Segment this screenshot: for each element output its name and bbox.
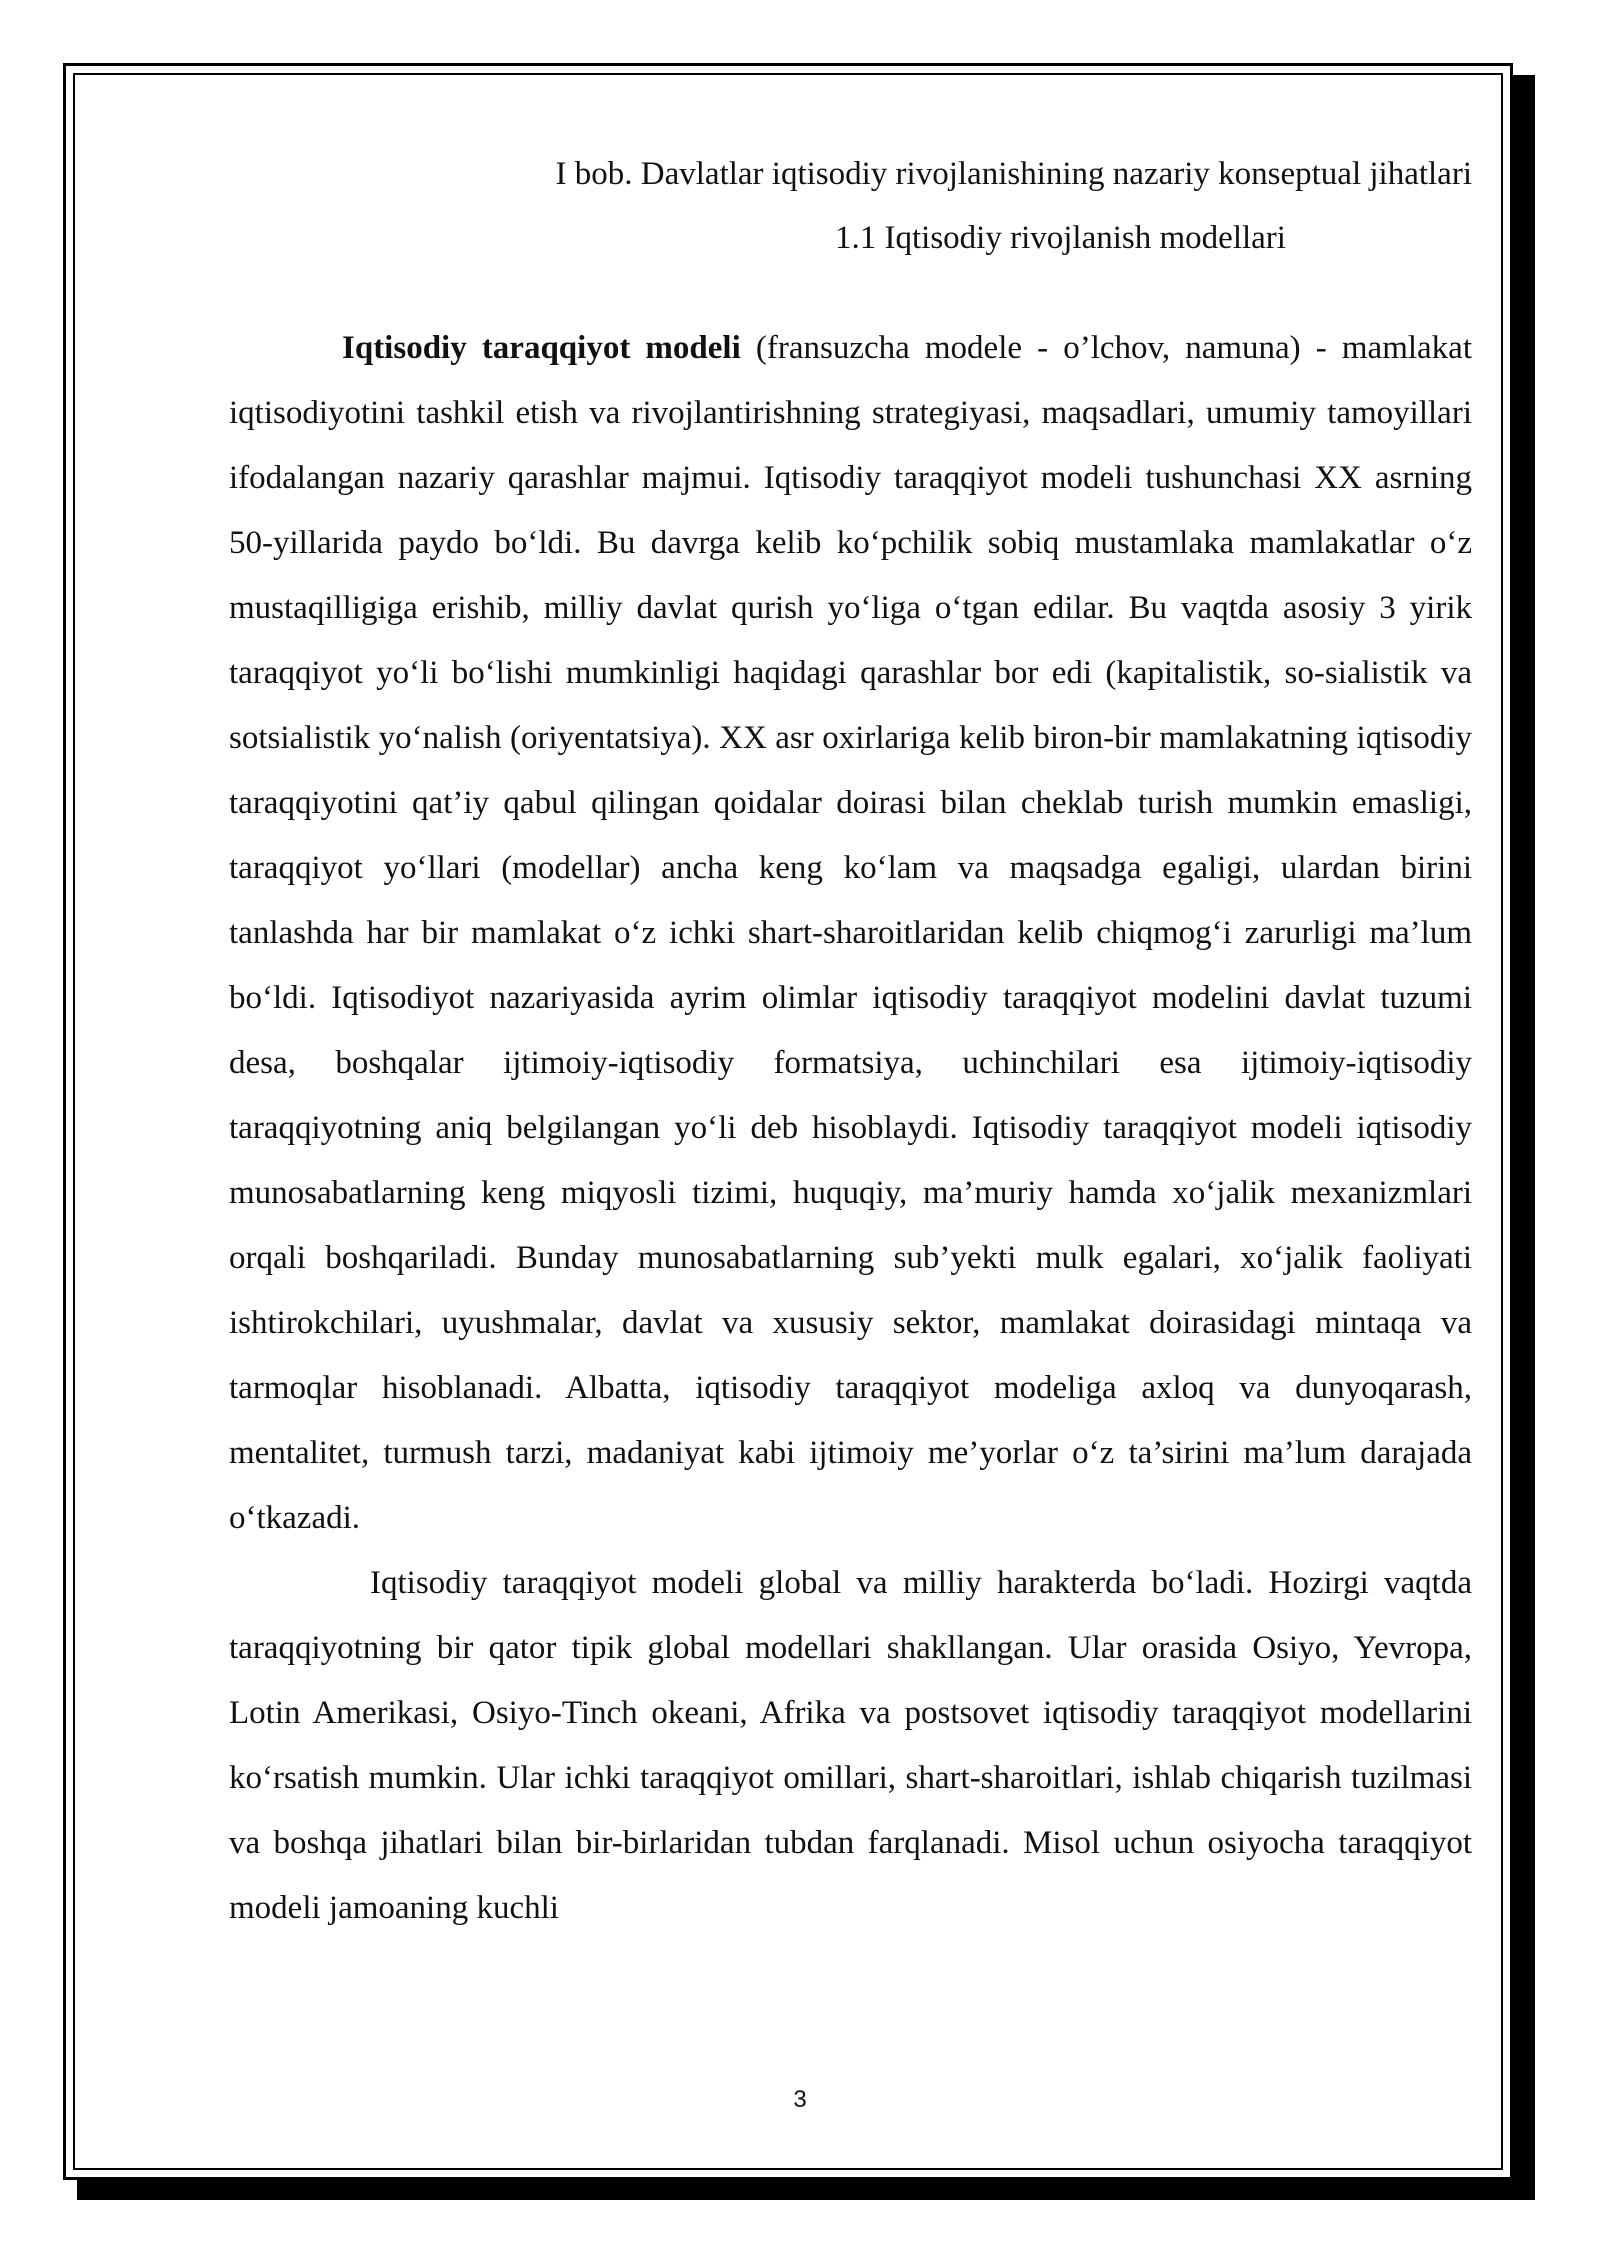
- paragraph-1-text: (fransuzcha modele - o’lchov, namuna) - mamlakat iqtisodiyotini tashkil etish va rivojlantirishning strategiyasi, maqsadlari, umumiy tamoyillari ifodalangan nazariy qarashlar majmui. Iqtisodiy taraqqiyot modeli tushunchasi XX asrning 50-yillarida paydo bo‘ldi. Bu davrga kelib ko‘pchilik sobiq mustamlaka mamlakatlar o‘z mustaqilligiga erishib, milliy davlat qurish yo‘liga o‘tgan edilar. Bu vaqtda asosiy 3 yirik taraqqiyot yo‘li bo‘lishi mumkinligi haqidagi qarashlar bor edi (kapitalistik, so-sialistik va sotsialistik yo‘nalish (oriyentatsiya). XX asr oxirlariga kelib biron-bir mamlakatning iqtisodiy taraqqiyotini qat’iy qabul qilingan qoidalar doirasi bilan cheklab turish mumkin emasligi, taraqqiyot yo‘llari (modellar) ancha keng ko‘lam va maqsadga egaligi, ulardan birini tanlashda har bir mamlakat o‘z ichki shart-sharoitlaridan kelib chiqmog‘i zarurligi ma’lum bo‘ldi. Iqtisodiyot nazariyasida ayrim olimlar iqtisodiy taraqqiyot modelini davlat tuzumi desa, boshqalar ijtimoiy-iqtisodiy formatsiya, uchinchilari esa ijtimoiy-iqtisodiy taraqqiyotning aniq belgilangan yo‘li deb hisoblaydi. Iqtisodiy taraqqiyot modeli iqtisodiy munosabatlarning keng miqyosli tizimi, huquqiy, ma’muriy hamda xo‘jalik mexanizmlari orqali boshqariladi. Bunday munosabatlarning sub’yekti mulk egalari, xo‘jalik faoliyati ishtirokchilari, uyushmalar, davlat va xususiy sektor, mamlakat doirasidagi mintaqa va tarmoqlar hisoblanadi. Albatta, iqtisodiy taraqqiyot modeliga axloq va dunyoqarash, mentalitet, turmush tarzi, madaniyat kabi ijtimoiy me’yorlar o‘z ta’sirini ma’lum darajada o‘tkazadi.: [229, 330, 1472, 1536]
- paragraph-2: Iqtisodiy taraqqiyot modeli global va milliy harakterda bo‘ladi. Hozirgi vaqtda taraqqiyotning bir qator tipik global modellari shakllangan. Ular orasida Osiyo, Yevropa, Lotin Amerikasi, Osiyo-Tinch okeani, Afrika va postsovet iqtisodiy taraqqiyot modellarini ko‘rsatish mumkin. Ular ichki taraqqiyot omillari, shart-sharoitlari, ishlab chiqarish tuzilmasi va boshqa jihatlari bilan bir-birlaridan tubdan farqlanadi. Misol uchun osiyocha taraqqiyot modeli jamoaning kuchli: [229, 1565, 1472, 1926]
- page-number: 3: [793, 2086, 807, 2113]
- page-content: [229, 150, 1472, 1941]
- defined-term: Iqtisodiy taraqqiyot modeli: [342, 330, 741, 366]
- section-title: 1.1 Iqtisodiy rivojlanish modellari: [835, 220, 1286, 256]
- paragraph-1: [229, 316, 1472, 1551]
- chapter-title: I bob. Davlatlar iqtisodiy rivojlanishining nazariy konseptual jihatlari: [555, 156, 1472, 192]
